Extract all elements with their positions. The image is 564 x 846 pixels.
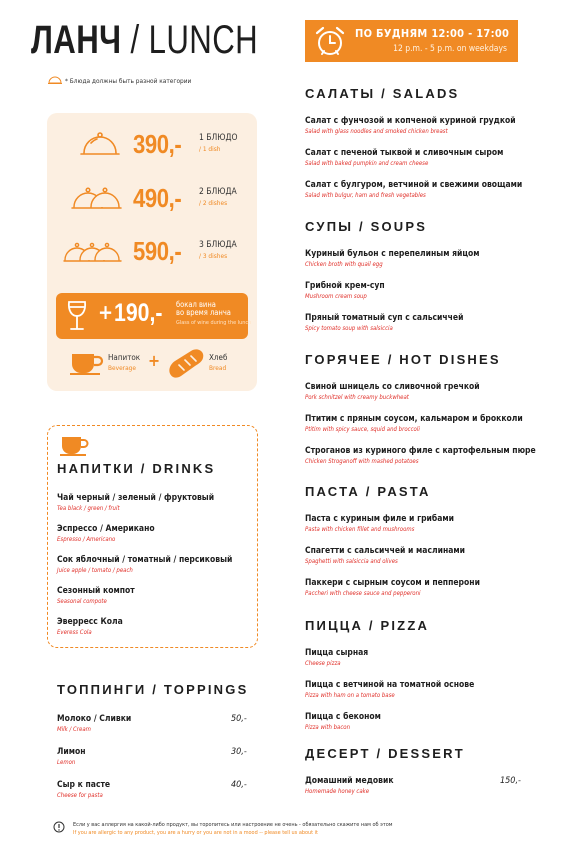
item-description: Cheese pizza	[305, 660, 341, 667]
title-en: LUNCH	[148, 18, 259, 62]
tier-price: 590,-	[133, 236, 182, 266]
item-name: Молоко / Сливки	[57, 714, 132, 724]
item-description: Pasta with chicken fillet and mushrooms	[305, 526, 415, 533]
item-name: Пицца сырная	[305, 648, 369, 658]
item-name: Сыр к пасте	[57, 780, 111, 790]
item-name: Паккери с сырным соусом и пепперони	[305, 578, 480, 588]
menu-item	[305, 414, 523, 433]
menu-item	[305, 180, 522, 199]
tier-price: 390,-	[133, 129, 182, 159]
item-name: Грибной крем-суп	[305, 281, 385, 291]
item-description: Seasonal compote	[57, 598, 107, 605]
item-description: Ptitim with spicy sauce, squid and broccoli	[305, 426, 420, 433]
item-description: Cheese for pasta	[57, 792, 103, 799]
section-heading: ДЕСЕРТ / DESSERT	[305, 746, 465, 761]
beverage-label-en: Beverage	[108, 364, 136, 372]
beverage-label: Напиток	[108, 353, 141, 362]
item-description: Juice apple / tomato / peach	[57, 567, 133, 574]
menu-item	[57, 747, 247, 766]
menu-item	[57, 524, 155, 543]
item-description: Espresso / Americano	[57, 536, 116, 543]
info-icon	[53, 821, 65, 833]
item-price: 150,-	[500, 776, 521, 786]
menu-item	[305, 648, 368, 667]
menu-item	[305, 446, 536, 465]
item-name: Эспрессо / Американо	[57, 524, 155, 534]
menu-item	[57, 714, 247, 733]
menu-item	[305, 249, 480, 268]
tier-label: 1 БЛЮДО	[199, 133, 238, 143]
item-description: Salad with glass noodles and smoked chicken breast	[305, 128, 448, 135]
tier-label: 3 БЛЮДА	[199, 240, 237, 250]
item-description: Mushroom cream soup	[305, 293, 367, 300]
menu-item	[305, 776, 521, 795]
menu-item	[305, 546, 465, 565]
item-description: Chicken broth with quail egg	[305, 261, 383, 268]
section-heading: СУПЫ / SOUPS	[305, 219, 428, 234]
title-separator: /	[121, 18, 149, 62]
alarm-clock-icon	[313, 25, 347, 57]
item-name: Пряный томатный суп с сальсиччей	[305, 313, 464, 323]
item-name: Чай черный / зеленый / фруктовый	[57, 493, 215, 503]
menu-item	[305, 281, 385, 300]
item-name: Сок яблочный / томатный / персиковый	[57, 555, 233, 565]
tier-3	[47, 230, 257, 270]
menu-item	[305, 148, 503, 167]
wine-label-en: Glass of wine during the lunch	[176, 320, 252, 326]
allergy-note-ru: Если у вас аллергия на какой-либо продукт, вы торопитесь или настроение не очень - обязательно скажите нам об этом	[73, 822, 393, 828]
menu-item	[57, 780, 247, 799]
bread-icon	[167, 347, 207, 381]
item-name: Салат с печеной тыквой и сливочным сыром	[305, 148, 504, 158]
menu-item	[57, 493, 214, 512]
item-description: Spaghetti with salsiccia and olives	[305, 558, 398, 565]
item-price: 40,-	[231, 780, 247, 790]
item-description: Paccheri with cheese sauce and pepperoni	[305, 590, 421, 597]
tier-label: 2 БЛЮДА	[199, 187, 237, 197]
item-name: Паста с куриным филе и грибами	[305, 514, 455, 524]
tier-1	[47, 123, 257, 163]
menu-item	[305, 313, 463, 332]
item-name: Лимон	[57, 747, 86, 757]
menu-item	[305, 382, 480, 401]
section-heading: ПИЦЦА / PIZZA	[305, 618, 430, 633]
item-name: Спагетти с сальсиччей и маслинами	[305, 546, 466, 556]
item-name: Строганов из куриного филе с картофельным пюре	[305, 446, 536, 456]
item-name: Эверресс Кола	[57, 617, 123, 627]
menu-item	[305, 712, 381, 731]
title-ru: ЛАНЧ	[31, 18, 122, 62]
tier-2	[47, 177, 257, 217]
item-description: Spicy tomato soup with salsiccia	[305, 325, 393, 332]
wine-glass-icon	[64, 299, 90, 333]
lunch-offer-panel	[47, 113, 257, 391]
item-description: Tea black / green / fruit	[57, 505, 120, 512]
menu-item	[57, 617, 123, 636]
item-description: Pizza with bacon	[305, 724, 351, 731]
menu-item	[305, 116, 516, 135]
item-description: Salad with bulgur, ham and fresh vegetables	[305, 192, 426, 199]
item-name: Куриный бульон с перепелиным яйцом	[305, 249, 480, 259]
plus-sign: +	[148, 351, 161, 370]
bread-label-en: Bread	[209, 364, 227, 372]
item-name: Салат с фунчозой и копченой куриной грудкой	[305, 116, 516, 126]
item-name: Салат с булгуром, ветчиной и свежими овощами	[305, 180, 523, 190]
item-description: Milk / Cream	[57, 726, 91, 733]
item-name: Свиной шницель со сливочной гречкой	[305, 382, 480, 392]
allergy-note-en: If you are allergic to any product, you are a hurry or you are not in a mood -- please tell us about it	[73, 830, 318, 836]
menu-item	[57, 586, 135, 605]
section-heading: ГОРЯЧЕЕ / HOT DISHES	[305, 352, 501, 367]
menu-item	[305, 578, 480, 597]
menu-item	[305, 680, 474, 699]
tier-label-en: / 2 dishes	[199, 199, 228, 207]
toppings-heading: ТОППИНГИ / TOPPINGS	[57, 682, 249, 697]
item-description: Chicken Stroganoff with mashed potatoes	[305, 458, 419, 465]
hours-ru: ПО БУДНЯМ 12:00 - 17:00	[355, 27, 510, 40]
item-name: Птитим с пряным соусом, кальмаром и брокколи	[305, 414, 523, 424]
item-name: Сезонный компот	[57, 586, 135, 596]
cup-icon	[60, 434, 90, 456]
cup-icon	[69, 349, 105, 375]
included-extras	[47, 345, 257, 385]
hours-en: 12 p.m. - 5 p.m. on weekdays	[393, 44, 507, 54]
item-name: Домашний медовик	[305, 776, 394, 786]
drinks-heading: НАПИТКИ / DRINKS	[57, 461, 216, 476]
tier-price: 490,-	[133, 183, 182, 213]
section-heading: САЛАТЫ / SALADS	[305, 86, 460, 101]
three-cloches-icon	[63, 234, 125, 266]
two-cloches-icon	[69, 181, 129, 213]
hours-banner	[305, 20, 518, 62]
item-description: Pizza with ham on a tomato base	[305, 692, 395, 699]
item-description: Lemon	[57, 759, 76, 766]
page-title	[31, 18, 258, 63]
item-description: Salad with baked pumpkin and cream cheese	[305, 160, 429, 167]
wine-price: 190,-	[114, 299, 163, 327]
plus-sign: +	[98, 300, 114, 324]
item-name: Пицца с беконом	[305, 712, 381, 722]
item-price: 30,-	[231, 747, 247, 757]
menu-item	[305, 514, 454, 533]
wine-label: бокал вина во время ланча	[176, 300, 231, 317]
item-description: Everess Cola	[57, 629, 92, 636]
item-description: Homemade honey cake	[305, 788, 370, 795]
cloche-icon	[69, 127, 129, 159]
menu-item	[57, 555, 232, 574]
tier-label-en: / 3 dishes	[199, 252, 228, 260]
cloche-icon	[47, 75, 63, 85]
item-description: Pork schnitzel with creamy buckwheat	[305, 394, 409, 401]
wine-offer	[56, 293, 252, 339]
section-heading: ПАСТА / PASTA	[305, 484, 431, 499]
item-name: Пицца с ветчиной на томатной основе	[305, 680, 475, 690]
bread-label: Хлеб	[209, 353, 228, 362]
note-text: * Блюда должны быть разной категории	[65, 77, 192, 85]
tier-label-en: / 1 dish	[199, 145, 221, 153]
item-price: 50,-	[231, 714, 247, 724]
